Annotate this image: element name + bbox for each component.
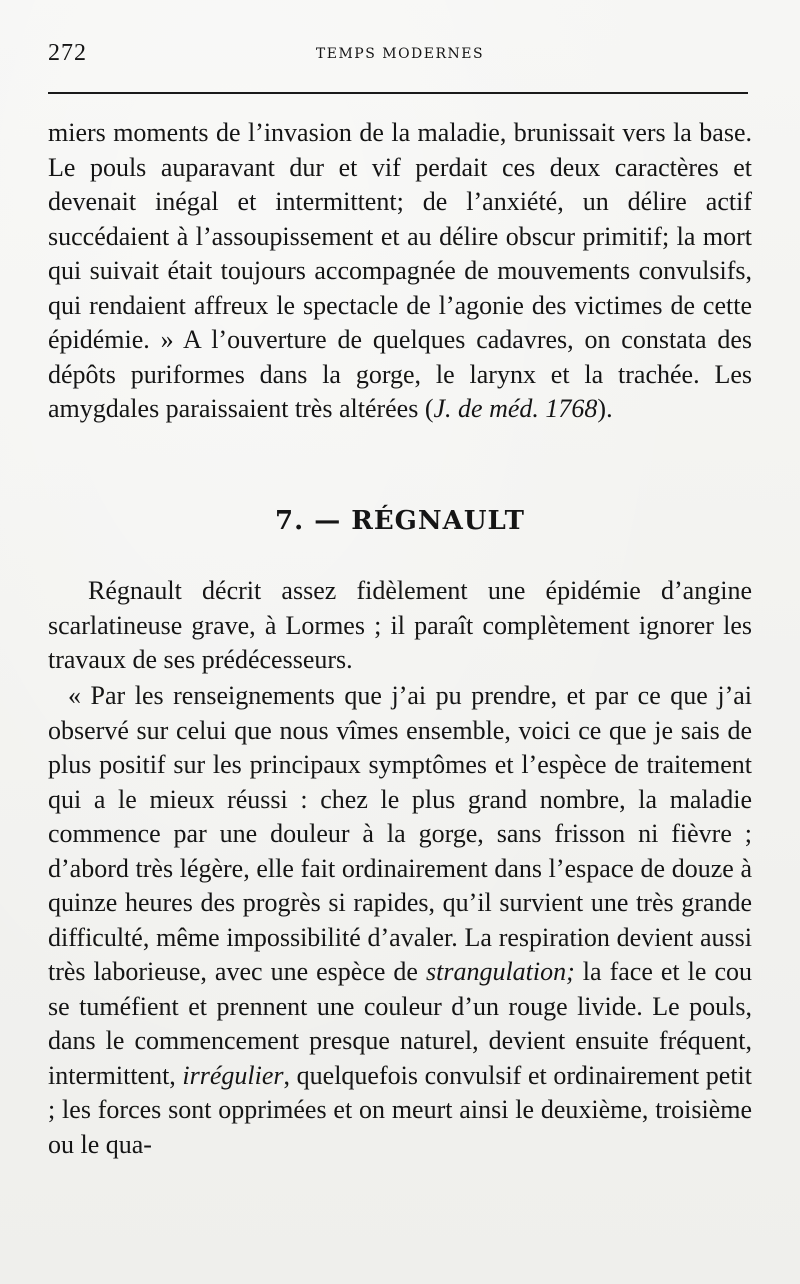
paragraph-3-text (48, 679, 752, 1162)
page-number: 272 (48, 40, 87, 66)
citation-italic: J. de méd. 1768 (433, 394, 598, 423)
italic-strangulation: strangulation; (425, 957, 575, 986)
paragraph-2-text: Régnault décrit assez fidèlement une épidémie d’angine scarlatineuse grave, à Lormes ; il paraît complètement ignorer les travaux de ses prédécesseurs. (48, 576, 752, 674)
paragraph-3-part-2: la face et le cou se tuméfient et prennent une couleur d’un rouge livide. Le pouls, dans le commencement presque naturel, devient ensuite fréquent, intermittent, (48, 957, 752, 1090)
header-rule (48, 92, 748, 94)
paragraph-3 (48, 679, 752, 1162)
paragraph-3-part-3: , quelquefois convulsif et ordinairement petit ; les forces sont opprimées et on meurt ainsi le deuxième, troisième ou le qua- (48, 1060, 752, 1159)
running-title: TEMPS MODERNES (315, 46, 485, 62)
paragraph-continuation (48, 116, 752, 427)
paragraph-1-text (48, 116, 752, 427)
paragraph-1-end: ). (597, 394, 613, 423)
paragraph-1-main: miers moments de l’invasion de la maladie, brunissait vers la base. Le pouls auparavant dur et vif perdait ces deux caractères et devenait inégal et intermittent; de l’anxiété, un délire actif succédaient à l’assoupissement et au délire obscur primitif; la mort qui suivait était toujours accompagnée de mouvements convulsifs, qui rendaient affreux le spectacle de l’agonie des victimes de cette épidémie. » A l’ouverture de quelques cadavres, on constata des dépôts puriformes dans la gorge, le larynx et la trachée. Les amygdales paraissaient très altérées ( (48, 118, 752, 423)
italic-irregulier: irrégulier (182, 1060, 284, 1090)
running-head (48, 38, 752, 74)
paragraph-3-part-1: « Par les renseignements que j’ai pu prendre, et par ce que j’ai observé sur celui que nous vîmes ensemble, voici ce que je sais de plus positif sur les principaux symptômes et l’espèce de traitement qui a le mieux réussi : chez le plus grand nombre, la maladie commence par une douleur à la gorge, sans frisson ni fièvre ; d’abord très légère, elle fait ordinairement dans l’espace de douze à quinze heures des progrès si rapides, qu’il survient une très grande difficulté, même impossibilité d’avaler. La respiration devient aussi très laborieuse, avec une espèce de (48, 681, 752, 986)
paragraph-2 (48, 574, 752, 678)
section-heading: 7. — RÉGNAULT (275, 506, 525, 536)
